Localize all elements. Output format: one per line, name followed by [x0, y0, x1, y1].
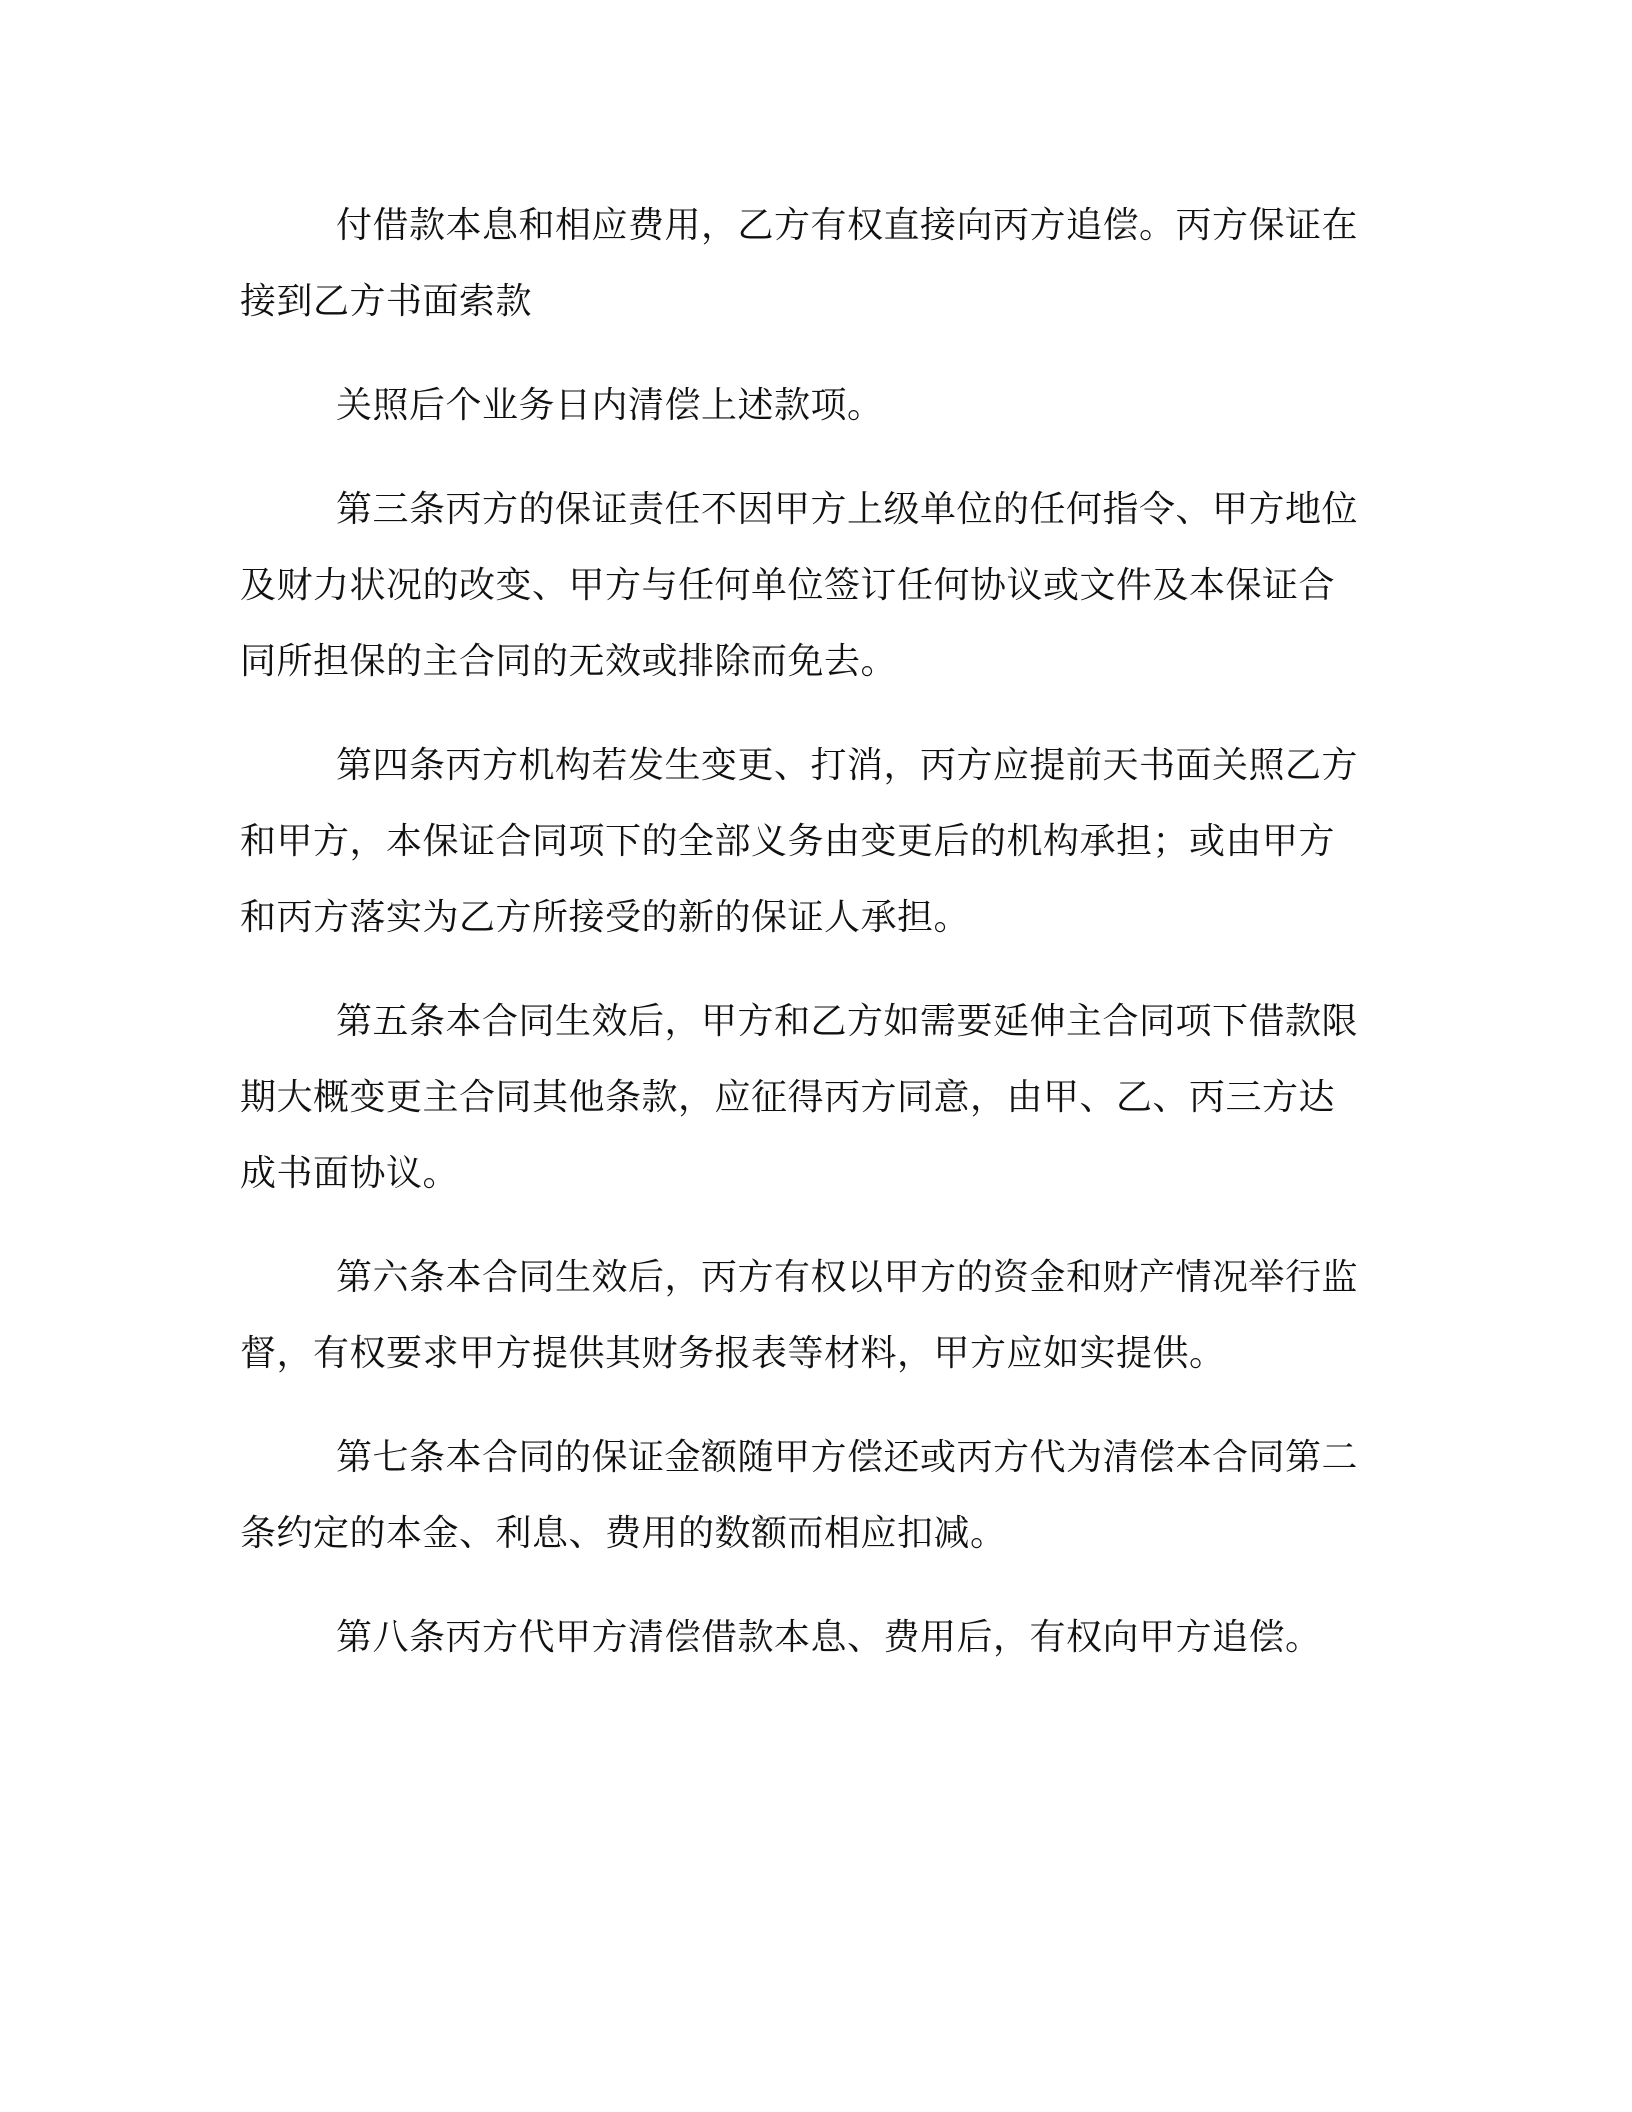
text-line: 第三条丙方的保证责任不因甲方上级单位的任何指令、甲方地位: [336, 489, 1359, 530]
text-line: 第五条本合同生效后，甲方和乙方如需要延伸主合同项下借款限: [336, 1001, 1359, 1042]
text-line: 及财力状况的改变、甲方与任何单位签订任何协议或文件及本保证合: [240, 565, 1336, 606]
text-line: 条约定的本金、利息、费用的数额而相应扣减。: [240, 1513, 1007, 1554]
text-line: 接到乙方书面索款: [240, 281, 533, 322]
text-line: 成书面协议。: [240, 1153, 460, 1194]
paragraph-article-6: [240, 1240, 1385, 1392]
text-line: 和丙方落实为乙方所接受的新的保证人承担。: [240, 897, 971, 938]
text-line: 第六条本合同生效后，丙方有权以甲方的资金和财产情况举行监: [336, 1257, 1359, 1298]
paragraph-article-7: [240, 1420, 1385, 1572]
text-line: 第七条本合同的保证金额随甲方偿还或丙方代为清偿本合同第二: [336, 1437, 1359, 1478]
text-line: 和甲方，本保证合同项下的全部义务由变更后的机构承担；或由甲方: [240, 821, 1336, 862]
paragraph-article-5: [240, 984, 1385, 1212]
text-line: 第四条丙方机构若发生变更、打消，丙方应提前天书面关照乙方: [336, 745, 1359, 786]
paragraph-article-3: [240, 472, 1385, 700]
text-line: 同所担保的主合同的无效或排除而免去。: [240, 641, 898, 682]
paragraph-article-8: [240, 1600, 1385, 1676]
text-line: 期大概变更主合同其他条款，应征得丙方同意，由甲、乙、丙三方达: [240, 1077, 1336, 1118]
text-line: 第八条丙方代甲方清偿借款本息、费用后，有权向甲方追偿。: [336, 1617, 1322, 1658]
text-line: 督，有权要求甲方提供其财务报表等材料，甲方应如实提供。: [240, 1333, 1226, 1374]
text-line: 关照后个业务日内清偿上述款项。: [336, 385, 884, 426]
document-body: [240, 188, 1385, 1704]
paragraph-article-4: [240, 728, 1385, 956]
paragraph-2: [240, 368, 1385, 444]
paragraph-1: [240, 188, 1385, 340]
text-line: 付借款本息和相应费用，乙方有权直接向丙方追偿。丙方保证在: [336, 205, 1359, 246]
